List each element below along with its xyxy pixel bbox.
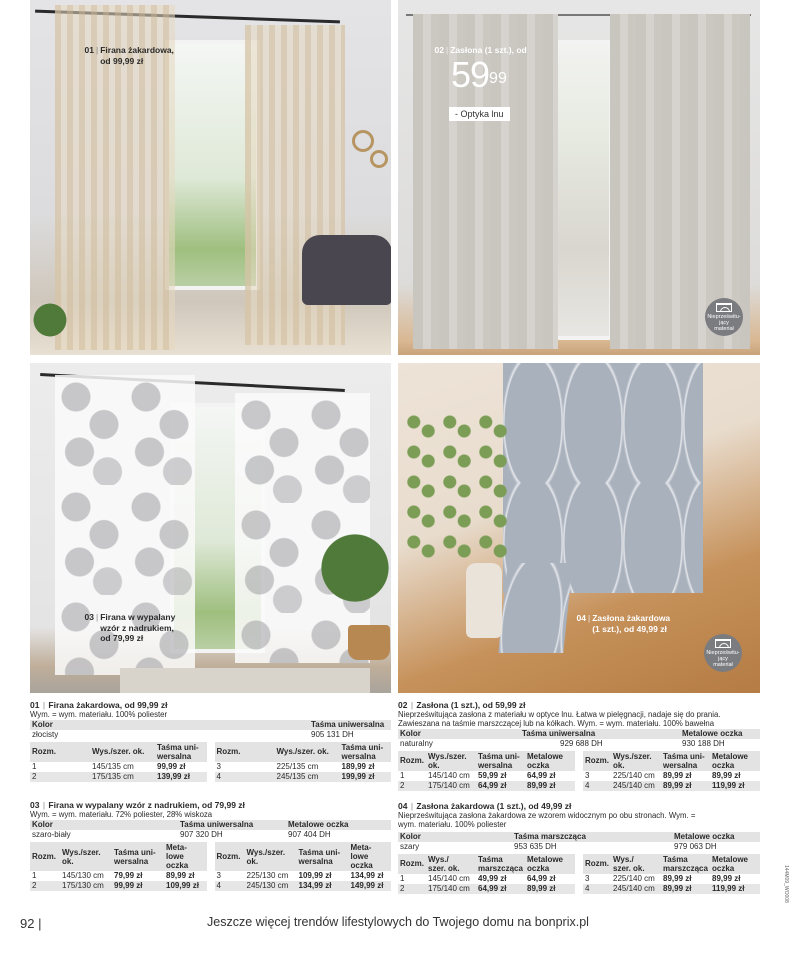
curtain: [503, 363, 703, 593]
footer-promo-link[interactable]: Jeszcze więcej trendów lifestylowych do Twojego domu na bonprix.pl: [207, 915, 589, 929]
vase: [466, 563, 502, 638]
product-description: Nieprześwitująca zasłona żakardowa ze wzorem widocznym po obu stronach. Wym. = wym. materiału. 100% poliester: [398, 811, 696, 829]
window: [553, 40, 613, 340]
size-row: 3 225/130 cm 109,99 zł 134,99 zł: [216, 871, 384, 881]
size-table: Rozm. Wys./szer. ok. Taśma uni-wersalna 1 145/135 cm 99,99 zł 2 175/135 cm 139,99 zł Rozm. Wys./szer. ok. Taśma uni-wersalna 3 225/135 cm 189,99 zł 4 245/135 cm 199,99 zł: [30, 742, 391, 782]
size-row: 1 145/135 cm 99,99 zł: [32, 762, 186, 772]
opaque-material-badge: Nieprześwitu- jący materiał: [705, 298, 743, 336]
product-description: Wym. = wym. materiału. 100% poliester: [30, 710, 168, 719]
size-row: 3 225/140 cm 89,99 zł 89,99 zł: [585, 874, 741, 884]
plant: [320, 503, 390, 633]
plant: [30, 290, 70, 350]
color-header: Kolor Taśma uniwersalna Metalowe oczka: [30, 820, 391, 830]
photo-caption-04: 04 | Zasłona żakardowa (1 szt.), od 49,99 zł: [576, 613, 671, 634]
curtain-hem: [498, 563, 572, 653]
size-row: 4 245/130 cm 134,99 zł 149,99 zł: [215, 881, 392, 891]
photo-caption-03: 03 | Firana w wypalany wzór z nadrukiem, od 79,99 zł: [84, 612, 176, 643]
color-values: naturalny 929 688 DH 930 188 DH: [400, 739, 725, 749]
size-row: 2 175/140 cm 64,99 zł 89,99 zł: [398, 781, 575, 791]
armchair: [302, 235, 391, 305]
color-values: szary 953 635 DH 979 063 DH: [400, 842, 717, 852]
size-row: 3 225/140 cm 89,99 zł 89,99 zł: [585, 771, 741, 781]
size-row: 1 145/140 cm 49,99 zł 64,99 zł: [400, 874, 556, 884]
opaque-material-badge: Nieprześwitu- jący materiał: [704, 634, 742, 672]
product-title: 03 | Firana w wypalany wzór z nadrukiem, od 79,99 zł: [30, 800, 245, 810]
price-highlight: $59^{99}$: [451, 54, 507, 95]
size-row: 2 175/130 cm 99,99 zł 109,99 zł: [30, 881, 207, 891]
product-info-04: [398, 801, 760, 894]
color-values: szaro-biały 907 320 DH 907 404 DH: [32, 830, 331, 840]
color-header: Kolor Taśma marszcząca Metalowe oczka: [398, 832, 760, 842]
size-table: Rozm. Wys./ szer. ok. Taśma marszcząca Metalowe oczka 1 145/140 cm 49,99 zł 64,99 zł 2 175/140 cm 64,99 zł 89,99 zł Rozm. Wys./ szer. ok. Taśma marszcząca Metalowe oczka 3 225/140 cm 89,99 zł 89,99 zł 4 245/140 cm 89,99 zł 119,99 zł: [398, 854, 760, 894]
size-row: 1 145/140 cm 59,99 zł 64,99 zł: [400, 771, 556, 781]
plant-pot: [348, 625, 390, 660]
size-row: 2 175/140 cm 64,99 zł 89,99 zł: [398, 884, 575, 894]
blackout-icon: [716, 303, 732, 312]
size-row: 4 245/135 cm 199,99 zł: [215, 772, 392, 782]
wall-mirror: [352, 130, 374, 152]
photo-caption-02: 02 | Zasłona (1 szt.), od: [434, 45, 527, 55]
branches: [403, 413, 513, 563]
color-header: Kolor Taśma uniwersalna Metalowe oczka: [398, 729, 760, 739]
photo-caption-01: 01 | Firana żakardowa, od 99,99 zł: [84, 45, 174, 66]
size-table: Rozm. Wys./szer. ok. Taśma uni- wersalna Metalowe oczka 1 145/140 cm 59,99 zł 64,99 zł 2 175/140 cm 64,99 zł 89,99 zł Rozm. Wys./szer. ok. Taśma uni- wersalna Metalowe oczka 3 225/140 cm 89,99 zł 89,99 zł 4 245/140 cm 89,99 zł 119,99 zł: [398, 751, 760, 791]
size-table: Rozm. Wys./szer. ok. Taśma uni- wersalna Meta- lowe oczka 1 145/130 cm 79,99 zł 89,99 zł 2 175/130 cm 99,99 zł 109,99 zł Rozm. Wys./szer. ok. Taśma uni- wersalna Meta- lowe oczka 3 225/130 cm 109,99 zł 134,99 zł 4 245/130 cm 134,99 zł 149,99 zł: [30, 842, 391, 891]
color-header: Kolor Taśma uniwersalna: [30, 720, 391, 730]
size-row: 1 145/130 cm 79,99 zł 89,99 zł: [32, 871, 195, 881]
page-number: 92 |: [20, 916, 42, 931]
rug: [120, 668, 370, 693]
product-description: Wym. = wym. materiału. 72% poliester, 28% wiskoza: [30, 810, 213, 819]
product-info-02: [398, 700, 760, 791]
feature-tag: - Optyka lnu: [449, 107, 510, 121]
product-photo-03: [30, 363, 391, 693]
color-values: złocisty 905 131 DH: [32, 730, 354, 740]
product-title: 04 | Zasłona żakardowa (1 szt.), od 49,99 zł: [398, 801, 572, 811]
blackout-icon: [715, 639, 731, 648]
product-title: 01 | Firana żakardowa, od 99,99 zł: [30, 700, 168, 710]
product-info-01: [30, 700, 391, 782]
product-description: Nieprześwitująca zasłona z materiału w optyce lnu. Łatwa w pielęgnacji, nadaje się do prania. Zawieszana na taśmie marszczącej lub na kółkach. Wym. = wym. materiału. 100% bawełna: [398, 710, 721, 728]
product-title: 02 | Zasłona (1 szt.), od 59,99 zł: [398, 700, 526, 710]
size-row: 4 245/140 cm 89,99 zł 119,99 zł: [583, 781, 760, 791]
size-row: 3 225/135 cm 189,99 zł: [216, 762, 375, 772]
wall-mirror: [370, 150, 388, 168]
size-row: 4 245/140 cm 89,99 zł 119,99 zł: [583, 884, 760, 894]
product-info-03: [30, 800, 391, 891]
size-row: 2 175/135 cm 139,99 zł: [30, 772, 207, 782]
catalog-code: 144M09_WO008: [783, 865, 789, 903]
